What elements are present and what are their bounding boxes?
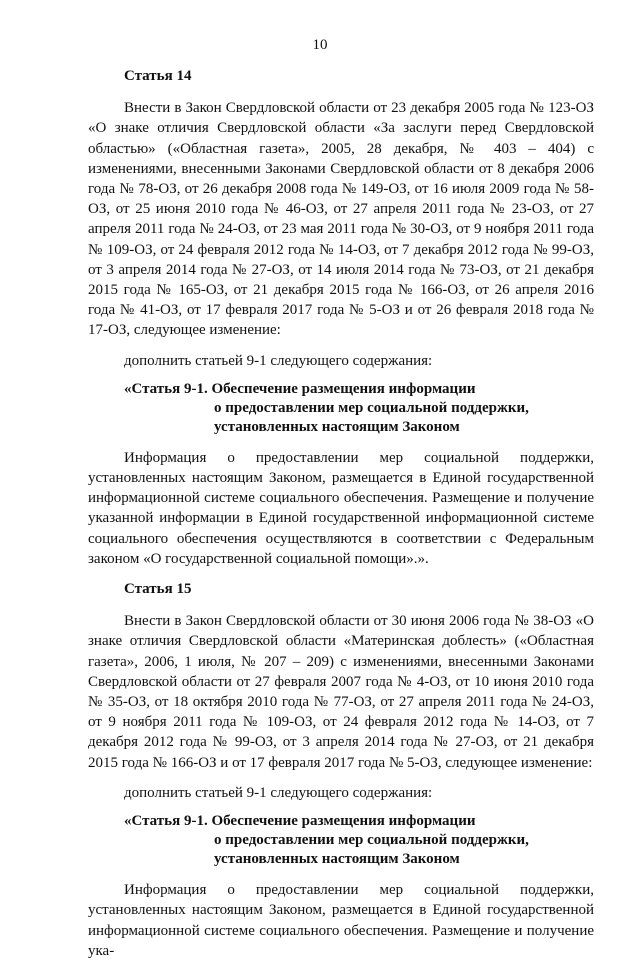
article-14-title-line-3: установленных настоящим Законом xyxy=(214,418,460,435)
article-14-heading: Статья 14 xyxy=(124,68,192,84)
article-15-new-article-body: Информация о предоставлении мер социальной поддержки, установленных настоящим Законом, размещается в Единой государственной информационной системе социального обеспечения. Размещение и получение ука- xyxy=(88,882,594,959)
article-14-supplement: дополнить статьей 9-1 следующего содержания: xyxy=(124,352,433,369)
article-14-new-article-title xyxy=(124,380,594,437)
document-body xyxy=(88,66,594,961)
article-15-heading: Статья 15 xyxy=(124,581,192,598)
article-14-intro: Внести в Закон Свердловской области от 23 декабря 2005 года № 123-ОЗ «О знаке отличия Свердловской области «За заслуги перед Свердловской областью» («Областная газета», 2005, 28 декабря, № 403 – 404) с изменениями, внесенными Законами Свердловской области от 8 декабря 2006 года № 78-ОЗ, от 26 декабря 2008 года № 149-ОЗ, от 16 июля 2009 года № 58-ОЗ, от 25 июня 2010 года № 46-ОЗ, от 27 апреля 2011 года № 23-ОЗ, от 27 апреля 2011 года № 24-ОЗ, от 23 мая 2011 года № 30-ОЗ, от 9 ноября 2011 года № 109-ОЗ, от 24 февраля 2012 года № 14-ОЗ, от 7 декабря 2012 года № 99-ОЗ, от 3 апреля 2014 года № 27-ОЗ, от 14 июля 2014 года № 73-ОЗ, от 21 декабря 2015 года № 165-ОЗ, от 21 декабря 2015 года № 166-ОЗ, от 26 апреля 2016 года № 41-ОЗ, от 17 февраля 2017 года № 5-ОЗ и от 26 февраля 2018 года № 17-ОЗ, следующее изменение: xyxy=(88,100,594,339)
article-15-title-line-1: «Статья 9-1. Обеспечение размещения информации xyxy=(124,813,476,830)
article-15-title-line-2: о предоставлении мер социальной поддержки, xyxy=(214,832,529,849)
article-14-title-line-1: «Статья 9-1. Обеспечение размещения информации xyxy=(124,380,476,397)
page-number: 10 xyxy=(312,37,328,53)
article-14-new-article-body: Информация о предоставлении мер социальной поддержки, установленных настоящим Законом, размещается в Единой государственной информационной системе социального обеспечения. Размещение и получение указанной информации в Единой государственной информационной системе социального обеспечения осуществляются в соответствии с Федеральным законом «О государственной социальной помощи».». xyxy=(88,449,594,567)
article-15-supplement: дополнить статьей 9-1 следующего содержания: xyxy=(124,784,433,801)
article-15-title-line-3: установленных настоящим Законом xyxy=(214,851,460,868)
article-14-title-line-2: о предоставлении мер социальной поддержки, xyxy=(214,399,529,416)
article-15-new-article-title xyxy=(124,812,594,869)
article-15-intro: Внести в Закон Свердловской области от 30 июня 2006 года № 38-ОЗ «О знаке отличия Свердловской области «Материнская доблесть» («Областная газета», 2006, 1 июля, № 207 – 209) с изменениями, внесенными Законами Свердловской области от 27 февраля 2007 года № 4-ОЗ, от 10 июня 2010 года № 35-ОЗ, от 18 октября 2010 года № 77-ОЗ, от 27 апреля 2011 года № 24-ОЗ, от 9 ноября 2011 года № 109-ОЗ, от 24 февраля 2012 года № 14-ОЗ, от 7 декабря 2012 года № 99-ОЗ, от 3 апреля 2014 года № 27-ОЗ, от 21 декабря 2015 года № 166-ОЗ и от 17 февраля 2017 года № 5-ОЗ, следующее изменение: xyxy=(88,613,594,771)
